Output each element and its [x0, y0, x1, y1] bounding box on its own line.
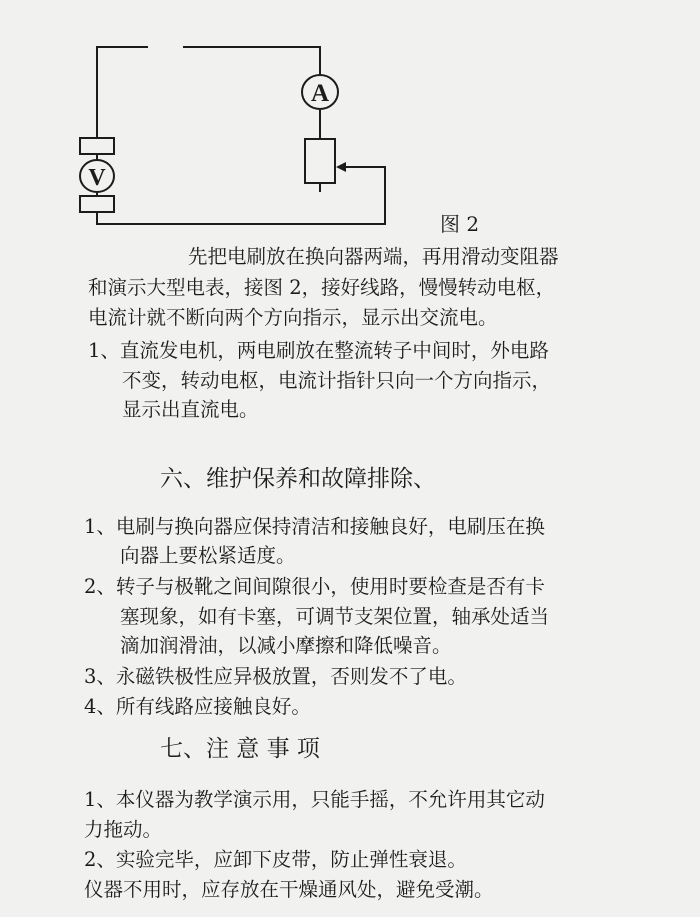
s7-item1-line-1: 1、本仪器为教学演示用，只能手摇，不允许用其它动: [84, 788, 545, 811]
section-6-heading: 六、维护保养和故障排除、: [160, 466, 436, 492]
intro-line-1: 先把电刷放在换向器两端，再用滑动变阻器: [188, 245, 559, 268]
section-7-heading: 七、注 意 事 项: [160, 736, 320, 762]
dc-item-line-3: 显示出直流电。: [122, 398, 259, 421]
s7-item1-line-2: 力拖动。: [84, 818, 163, 841]
rheostat-body: [305, 139, 335, 183]
s7-item2: 2、实验完毕，应卸下皮带，防止弹性衰退。: [84, 848, 467, 871]
ammeter-symbol: A: [310, 80, 330, 107]
circuit-wire-return: [97, 167, 385, 224]
voltmeter-plate-top: [80, 138, 114, 154]
circuit-wire-top-right: [183, 47, 320, 75]
s6-item3: 3、永磁铁极性应异极放置，否则发不了电。: [84, 665, 467, 688]
s7-closing: 仪器不用时，应存放在干燥通风处，避免受潮。: [84, 878, 494, 901]
figure-caption: 图 2: [440, 212, 480, 236]
circuit-diagram: [0, 0, 700, 240]
s6-item1-line-2: 向器上要松紧适度。: [120, 544, 296, 567]
dc-item-line-2: 不变，转动电枢，电流计指针只向一个方向指示，: [122, 369, 552, 392]
s6-item1-line-1: 1、电刷与换向器应保持清洁和接触良好，电刷压在换: [84, 515, 545, 538]
voltmeter-plate-bottom: [80, 196, 114, 212]
circuit-wire-left-top: [97, 47, 148, 138]
rheostat-slider-arrow: [336, 162, 346, 172]
intro-line-2: 和演示大型电表，接图 2，接好线路，慢慢转动电枢，: [88, 276, 556, 299]
s6-item2-line-2: 塞现象，如有卡塞，可调节支架位置，轴承处适当: [120, 605, 550, 628]
intro-line-3: 电流计就不断向两个方向指示，显示出交流电。: [88, 306, 498, 329]
s6-item2-line-1: 2、转子与极靴之间间隙很小，使用时要检查是否有卡: [84, 575, 545, 598]
s6-item2-line-3: 滴加润滑油，以减小摩擦和降低噪音。: [120, 634, 452, 657]
dc-item-line-1: 1、直流发电机，两电刷放在整流转子中间时，外电路: [88, 339, 549, 362]
voltmeter-symbol: V: [88, 165, 106, 191]
s6-item4: 4、所有线路应接触良好。: [84, 695, 311, 718]
